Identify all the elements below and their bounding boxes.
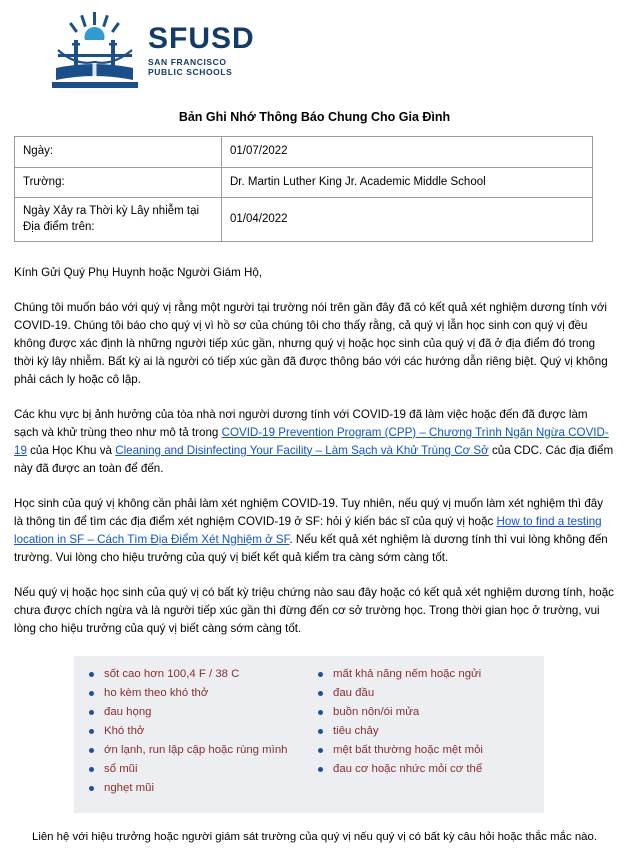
greeting-text: Kính Gửi Quý Phụ Huynh hoặc Người Giám Hộ, [14, 266, 263, 280]
paragraph-1: Chúng tôi muốn báo với quý vị rằng một người tại trường nói trên gần đây đã có kết quả xét nghiệm dương tính với COVID-19. Chúng tôi báo cho quý vị vì hồ sơ của chúng tôi cho thấy rằng, cả quý vị lẫn học sinh con quý vị đều không được xác định là những người tiếp xúc gần, nhưng quý vị hoặc học sinh của quý vị đã ở địa điểm đó trong thời kỳ lây nhiễm. Bất kỳ ai là người có tiếp xúc gần đã được thông báo với các hướng dẫn riêng biệt. Quý vị không phải cách ly hoặc cô lập. [14, 301, 608, 386]
paragraph-3 [14, 495, 615, 567]
list-item: nghẹt mũi [102, 780, 309, 797]
logo-subtitle-line1: SAN FRANCISCO [148, 56, 227, 67]
list-item: sốt cao hơn 100,4 F / 38 C [102, 666, 309, 683]
paragraph-3-text-1: Học sinh của quý vị không cần phải làm xét nghiệm COVID-19. Tuy nhiên, nếu quý vị muốn làm xét nghiệm thì đây là thông tin để tìm các địa điểm xét nghiệm COVID-19 ở SF: hỏi ý kiến bác sĩ của quý vị hoặc [14, 496, 604, 528]
list-item: tiêu chảy [331, 723, 538, 740]
paragraph-3-text-2: . Nếu kết quả xét nghiệm là dương tính thì vui lòng không đến trường. Vui lòng cho hiệu trưởng của quý vị biết kết quả kiểm tra càng sớm càng tốt. [14, 532, 608, 564]
list-item: ho kèm theo khó thở [102, 685, 309, 702]
paragraph-4: Nếu quý vị hoặc học sinh của quý vị có bất kỳ triệu chứng nào sau đây hoặc có kết quả xét nghiệm dương tính, hoặc chưa được chích ngừa và là người tiếp xúc gần thì đừng đến cơ sở trường học. Trong thời gian học ở trường, vui lòng cho hiệu trưởng của quý vị biết càng sớm càng tốt. [14, 585, 614, 635]
info-table [14, 136, 593, 242]
list-item: buồn nôn/ói mửa [331, 704, 538, 721]
list-item: đau họng [102, 704, 309, 721]
list-item: đau cơ hoặc nhức mỏi cơ thể [331, 761, 538, 778]
symptoms-right-column [309, 666, 538, 800]
document-body [0, 264, 629, 637]
logo-wordmark: SFUSD [148, 21, 255, 55]
sfusd-logo [52, 10, 629, 88]
list-item: ớn lạnh, run lập cập hoặc rùng mình [102, 742, 309, 759]
info-value-school: Dr. Martin Luther King Jr. Academic Middle School [222, 167, 593, 198]
list-item: Khó thở [102, 723, 309, 740]
page-title: Bản Ghi Nhớ Thông Báo Chung Cho Gia Đình [178, 110, 451, 124]
info-value-date: 01/07/2022 [222, 137, 593, 168]
info-value-exposure-date: 01/04/2022 [222, 198, 593, 242]
document-header [0, 0, 629, 94]
paragraph-2-text-2: của Học Khu và [26, 443, 116, 457]
logo-text-block [148, 21, 255, 88]
list-item: mệt bất thường hoặc mệt mỏi [331, 742, 538, 759]
sfusd-bridge-sun-book-logo-icon [52, 10, 138, 88]
list-item: mất khả năng nếm hoặc ngửi [331, 666, 538, 683]
paragraph-2-text-3: của CDC. Các địa điểm này đã được an toàn để đến. [14, 443, 614, 475]
footer-contact-text: Liên hệ với hiệu trưởng hoặc người giám sát trường của quý vị nếu quý vị có bất kỳ câu hỏi hoặc thắc mắc nào. [31, 831, 597, 844]
symptoms-box [74, 656, 544, 814]
testing-location-link[interactable]: How to find a testing location in SF – Cách Tìm Địa Điểm Xét Nghiệm ở SF [14, 514, 602, 546]
table-row [15, 198, 593, 242]
list-item: sổ mũi [102, 761, 309, 778]
info-label-exposure-date: Ngày Xảy ra Thời kỳ Lây nhiễm tại Địa điểm trên: [15, 198, 222, 242]
info-label-school: Trường: [15, 167, 222, 198]
table-row [15, 167, 593, 198]
symptoms-left-column [80, 666, 309, 800]
list-item: đau đầu [331, 685, 538, 702]
cpp-program-link[interactable]: COVID-19 Prevention Program (CPP) – Chương Trình Ngăn Ngừa COVID-19 [14, 425, 609, 457]
logo-subtitle-line2: PUBLIC SCHOOLS [148, 67, 233, 78]
table-row [15, 137, 593, 168]
paragraph-2-text-1: Các khu vực bị ảnh hưởng của tòa nhà nơi người dương tính với COVID-19 đã làm việc hoặc đến đã được làm sạch và khử trùng theo như mô tả trong [14, 407, 588, 439]
cleaning-disinfecting-link[interactable]: Cleaning and Disinfecting Your Facility – Làm Sạch và Khử Trùng Cơ Sở [115, 443, 489, 457]
info-label-date: Ngày: [15, 137, 222, 168]
paragraph-2 [14, 406, 615, 478]
